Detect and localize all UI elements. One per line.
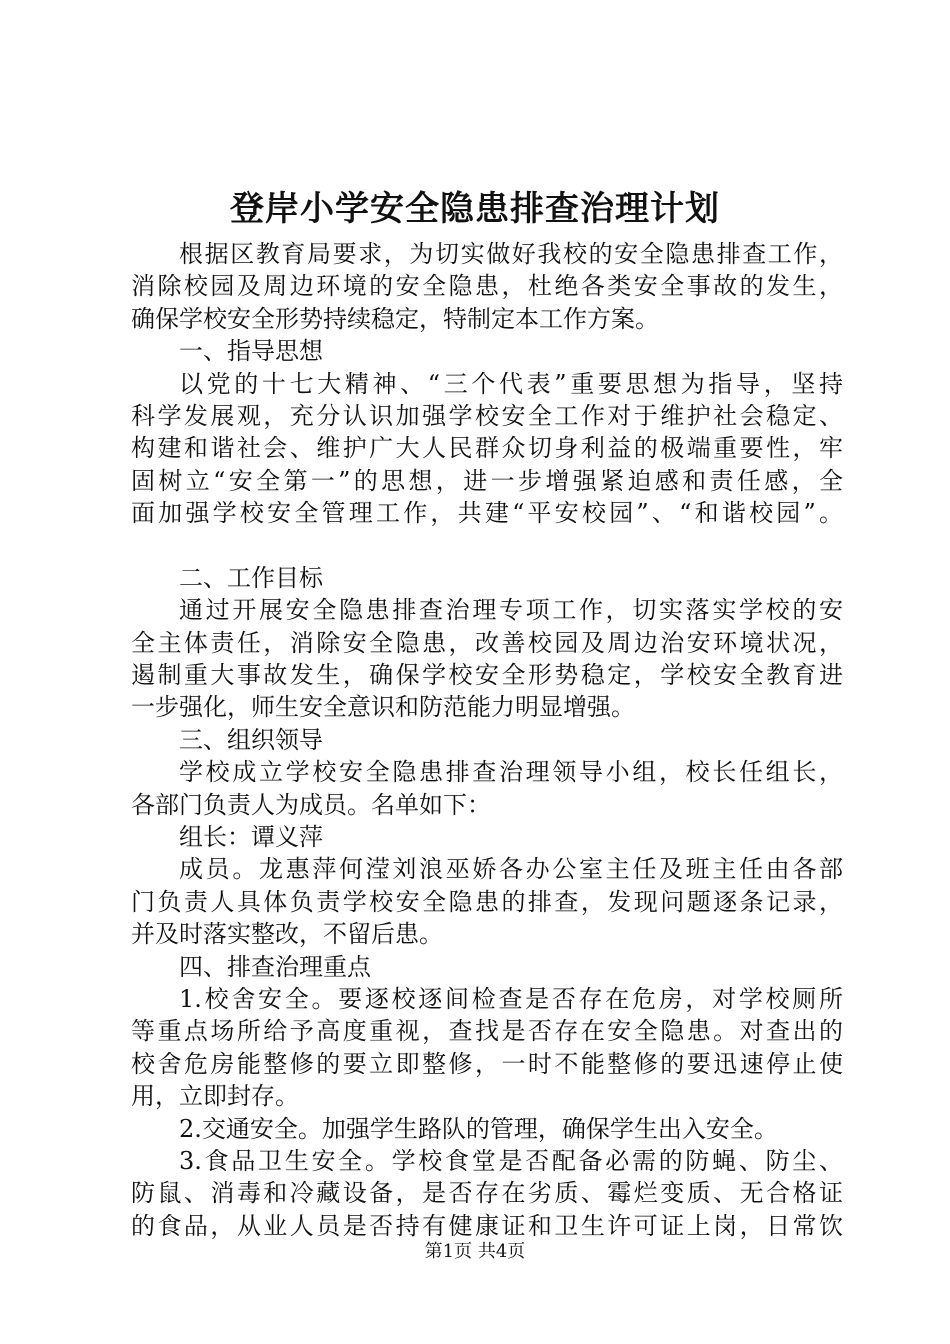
- document-title: 登岸小学安全隐患排查治理计划: [230, 189, 720, 229]
- paragraph-line: 四、排查治理重点: [179, 952, 371, 981]
- document-body: [131, 238, 843, 1242]
- paragraph-line: 面加强学校安全管理工作，共建“平安校园”、“和谐校园”。: [131, 499, 843, 528]
- page-footer: 第1页 共4页: [424, 1241, 526, 1262]
- paragraph-line: 固树立“安全第一”的思想，进一步增强紧迫感和责任感，全: [131, 466, 843, 495]
- paragraph-line: 等重点场所给予高度重视，查找是否存在安全隐患。对查出的: [131, 1017, 843, 1046]
- paragraph-line: 一步强化，师生安全意识和防范能力明显增强。: [131, 693, 635, 722]
- paragraph-line: 一、指导思想: [179, 337, 323, 366]
- paragraph-line: 根据区教育局要求，为切实做好我校的安全隐患排查工作，: [179, 240, 843, 268]
- paragraph-line: 通过开展安全隐患排查治理专项工作，切实落实学校的安: [179, 596, 843, 625]
- paragraph-line: 防鼠、消毒和冷藏设备，是否存在劣质、霉烂变质、无合格证: [131, 1179, 843, 1208]
- blank-line: [131, 530, 843, 562]
- paragraph-line: 学校成立学校安全隐患排查治理领导小组，校长任组长，: [179, 758, 843, 787]
- paragraph-line: 以党的十七大精神、“三个代表”重要思想为指导，坚持: [179, 369, 843, 398]
- paragraph-line: 二、工作目标: [179, 563, 323, 592]
- paragraph-line: 成员。龙惠萍何滢刘浪巫娇各办公室主任及班主任由各部: [179, 855, 843, 884]
- paragraph-line: 门负责人具体负责学校安全隐患的排查，发现问题逐条记录，: [131, 887, 843, 916]
- paragraph-line: 校舍危房能整修的要立即整修，一时不能整修的要迅速停止使: [131, 1049, 843, 1078]
- paragraph-line: 各部门负责人为成员。名单如下：: [131, 790, 491, 819]
- paragraph-line: 消除校园及周边环境的安全隐患，杜绝各类安全事故的发生，: [131, 272, 843, 301]
- paragraph-line: 确保学校安全形势持续稳定，特制定本工作方案。: [131, 304, 659, 333]
- paragraph-line: 组长：谭义萍: [179, 823, 323, 852]
- paragraph-line: 用，立即封存。: [131, 1082, 299, 1111]
- paragraph-line: 2.交通安全。加强学生路队的管理，确保学生出入安全。: [179, 1114, 778, 1143]
- paragraph-line: 并及时落实整改，不留后患。: [131, 920, 443, 949]
- paragraph-line: 构建和谐社会、维护广大人民群众切身利益的极端重要性，牢: [131, 434, 843, 463]
- paragraph-line: 科学发展观，充分认识加强学校安全工作对于维护社会稳定、: [131, 401, 843, 430]
- paragraph-line: 1.校舍安全。要逐校逐间检查是否存在危房，对学校厕所: [179, 984, 843, 1013]
- paragraph-line: 三、组织领导: [179, 725, 323, 754]
- paragraph-line: 的食品，从业人员是否持有健康证和卫生许可证上岗，日常饮: [131, 1211, 843, 1240]
- paragraph-line: 3.食品卫生安全。学校食堂是否配备必需的防蝇、防尘、: [179, 1146, 843, 1175]
- paragraph-line: 全主体责任，消除安全隐患，改善校园及周边治安环境状况，: [131, 628, 843, 657]
- paragraph-line: 遏制重大事故发生，确保学校安全形势稳定，学校安全教育进: [131, 661, 843, 690]
